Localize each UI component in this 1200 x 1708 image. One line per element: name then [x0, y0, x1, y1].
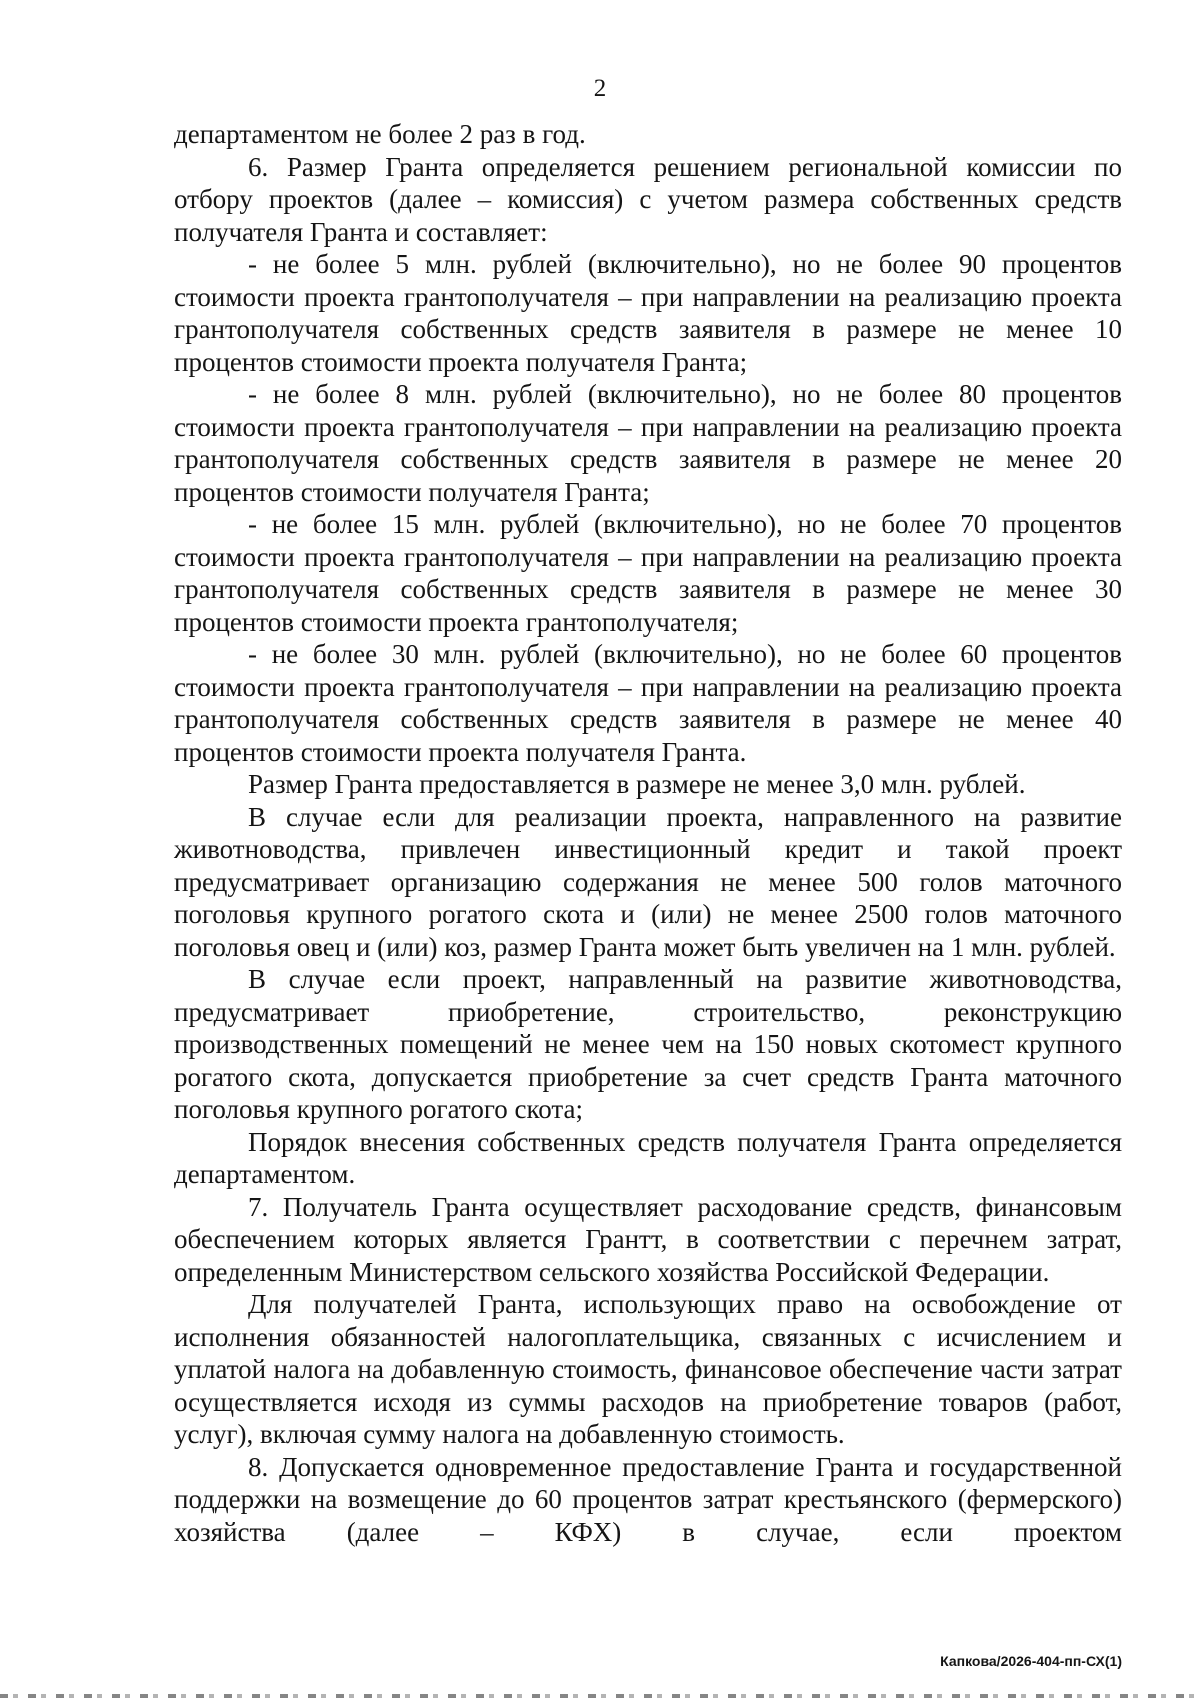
paragraph-livestock-facilities: В случае если проект, направленный на развитие животноводства, предусматривает приобретение, строительство, реконструкцию производственных помещений не менее чем на 150 новых скотомест крупного рогатого скота, допускается приобретение за счет средств Гранта маточного поголовья крупного рогатого скота; [174, 964, 1122, 1124]
paragraph-own-funds: Порядок внесения собственных средств получателя Гранта определяется департаментом. [174, 1126, 1122, 1189]
document-code: Капкова/2026-404-пп-СХ(1) [940, 1653, 1122, 1669]
scan-edge-divider [0, 1694, 1200, 1698]
paragraph-grant-spending: 7. Получатель Гранта осуществляет расходование средств, финансовым обеспечением которых является Грантт, в соответствии с перечнем затрат, определенным Министерством сельского хозяйства Российской Федерации. [174, 1191, 1122, 1287]
page-number: 2 [593, 75, 607, 102]
list-item-15-million: - не более 15 млн. рублей (включительно), но не более 70 процентов стоимости проекта грантополучателя – при направлении на реализацию проекта грантополучателя собственных средств заявителя в размере не менее 30 процентов стоимости проекта грантополучателя; [174, 509, 1122, 637]
list-item-5-million: - не более 5 млн. рублей (включительно), но не более 90 процентов стоимости проекта грантополучателя – при направлении на реализацию проекта грантополучателя собственных средств заявителя в размере не менее 10 процентов стоимости проекта получателя Гранта; [174, 249, 1122, 377]
list-item-8-million: - не более 8 млн. рублей (включительно), но не более 80 процентов стоимости проекта грантополучателя – при направлении на реализацию проекта грантополучателя собственных средств заявителя в размере не менее 20 процентов стоимости получателя Гранта; [174, 379, 1122, 507]
paragraph-investment-credit: В случае если для реализации проекта, направленного на развитие животноводства, привлечен инвестиционный кредит и такой проект предусматривает организацию содержания не менее 500 голов маточного поголовья крупного рогатого скота и (или) не менее 2500 голов маточного поголовья овец и (или) коз, размер Гранта может быть увеличен на 1 млн. рублей. [174, 801, 1122, 962]
paragraph-simultaneous-support: 8. Допускается одновременное предоставление Гранта и государственной поддержки на возмещение до 60 процентов затрат крестьянского (фермерского) хозяйства (далее – КФХ) в случае, если проектом [174, 1451, 1122, 1547]
document-body [174, 118, 1122, 1548]
paragraph-grant-size: 6. Размер Гранта определяется решением региональной комиссии по отбору проектов (далее – комиссия) с учетом размера собственных средств получателя Гранта и составляет: [174, 151, 1122, 247]
paragraph-vat: Для получателей Гранта, использующих право на освобождение от исполнения обязанностей налогоплательщика, связанных с исчислением и уплатой налога на добавленную стоимость, финансовое обеспечение части затрат осуществляется исходя из суммы расходов на приобретение товаров (работ, услуг), включая сумму налога на добавленную стоимость. [174, 1289, 1122, 1449]
list-item-30-million: - не более 30 млн. рублей (включительно), но не более 60 процентов стоимости проекта грантополучателя – при направлении на реализацию проекта грантополучателя собственных средств заявителя в размере не менее 40 процентов стоимости проекта получателя Гранта. [174, 639, 1122, 767]
paragraph-minimum-grant: Размер Гранта предоставляется в размере не менее 3,0 млн. рублей. [248, 769, 1026, 799]
paragraph-continuation: департаментом не более 2 раз в год. [174, 119, 586, 149]
